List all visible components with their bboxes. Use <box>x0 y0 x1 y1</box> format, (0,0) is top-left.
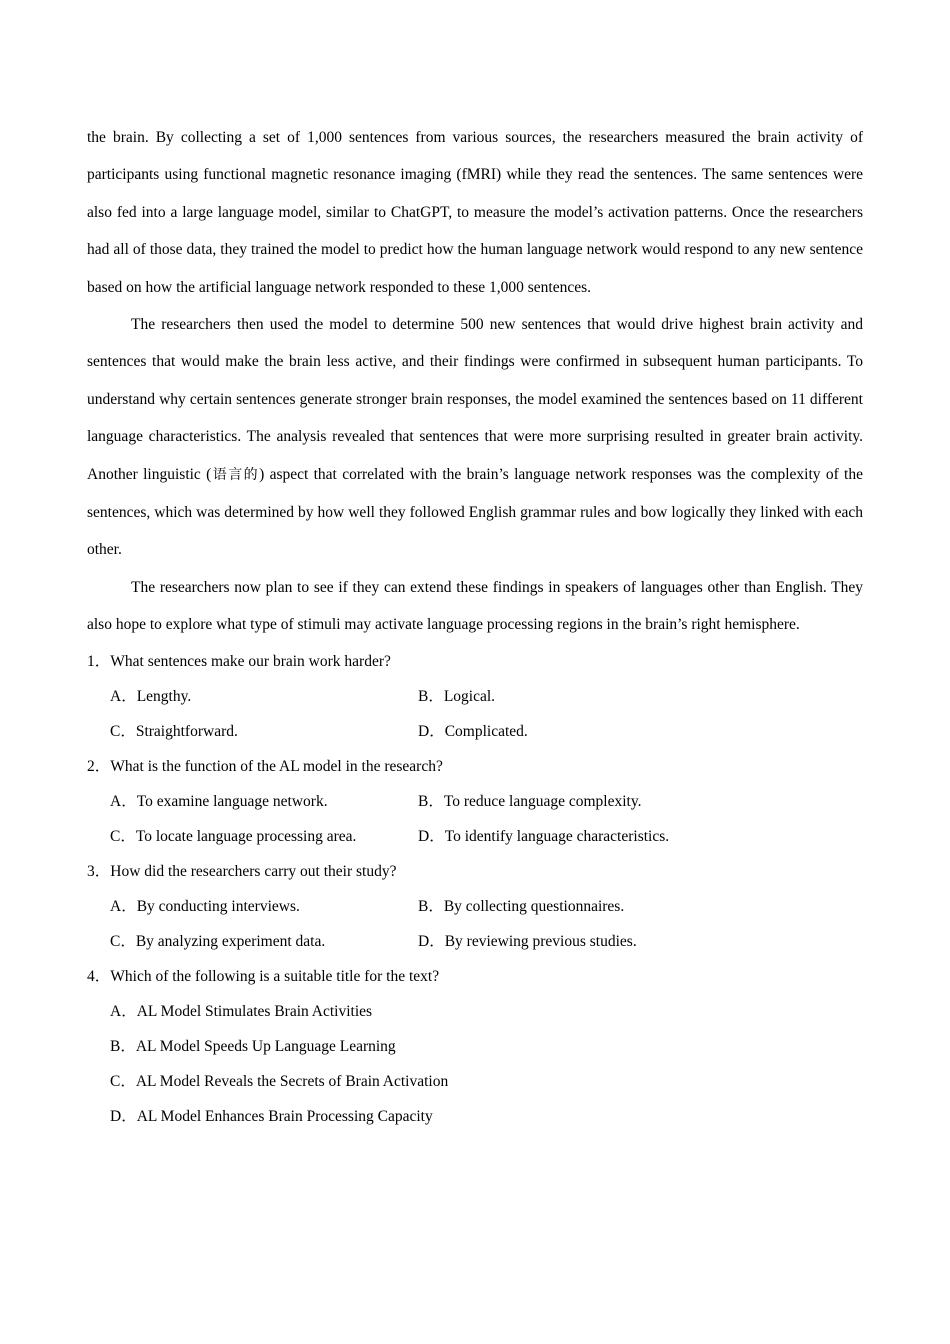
option-text: Complicated. <box>444 722 528 740</box>
option-letter: D． <box>418 722 445 740</box>
option-b[interactable] <box>418 679 495 714</box>
option-text: AL Model Speeds Up Language Learning <box>135 1037 396 1055</box>
option-row <box>110 784 863 819</box>
option-row <box>110 994 863 1029</box>
option-letter: C． <box>110 1072 136 1090</box>
option-row <box>110 889 863 924</box>
document-page <box>87 119 863 1134</box>
option-text: To locate language processing area. <box>135 827 357 845</box>
question-number: 1． <box>87 652 111 670</box>
question-list <box>87 644 863 1134</box>
option-letter: A． <box>110 897 137 915</box>
option-text: AL Model Enhances Brain Processing Capacity <box>136 1107 433 1125</box>
passage-paragraph-2-text-before: The researchers then used the model to determine 500 new sentences that would drive highest brain activity and sentences that would make the brain less active, and their findings were confirmed in subsequent human participants. To understand why certain sentences generate stronger brain responses, the model examined the sentences based on 11 different language characteristics. The analysis revealed that sentences that were more surprising resulted in greater brain activity. Another linguistic ( <box>87 316 863 483</box>
question-2 <box>87 749 863 854</box>
option-text: By reviewing previous studies. <box>444 932 637 950</box>
option-text: Lengthy. <box>136 687 192 705</box>
option-text: AL Model Stimulates Brain Activities <box>136 1002 373 1020</box>
option-text: By conducting interviews. <box>136 897 300 915</box>
question-2-options <box>87 784 863 854</box>
option-d[interactable] <box>110 1099 433 1134</box>
option-row <box>110 679 863 714</box>
option-row <box>110 1064 863 1099</box>
option-letter: C． <box>110 932 136 950</box>
option-letter: B． <box>418 687 444 705</box>
question-4-options <box>87 994 863 1134</box>
option-d[interactable] <box>418 924 637 959</box>
option-d[interactable] <box>418 819 669 854</box>
option-row <box>110 924 863 959</box>
question-text: How did the researchers carry out their study? <box>110 862 397 880</box>
option-a[interactable] <box>110 784 418 819</box>
option-text: Logical. <box>443 687 496 705</box>
option-letter: D． <box>418 827 445 845</box>
option-b[interactable] <box>418 889 624 924</box>
option-row <box>110 714 863 749</box>
option-d[interactable] <box>418 714 528 749</box>
question-text: What sentences make our brain work harder? <box>110 652 391 670</box>
question-text: What is the function of the AL model in the research? <box>110 757 443 775</box>
option-letter: C． <box>110 722 136 740</box>
option-letter: B． <box>110 1037 136 1055</box>
option-b[interactable] <box>110 1029 396 1064</box>
option-b[interactable] <box>418 784 641 819</box>
option-c[interactable] <box>110 924 418 959</box>
option-letter: B． <box>418 897 444 915</box>
option-row <box>110 819 863 854</box>
option-letter: A． <box>110 687 137 705</box>
passage-paragraph-3: The researchers now plan to see if they can extend these findings in speakers of languages other than English. They also hope to explore what type of stimuli may activate language processing regions in the brain’s right hemisphere. <box>87 578 863 634</box>
option-c[interactable] <box>110 819 418 854</box>
question-number: 4． <box>87 967 111 985</box>
option-letter: D． <box>418 932 445 950</box>
question-1-options <box>87 679 863 749</box>
option-text: To reduce language complexity. <box>443 792 642 810</box>
option-row <box>110 1029 863 1064</box>
question-1 <box>87 644 863 749</box>
option-letter: C． <box>110 827 136 845</box>
option-a[interactable] <box>110 679 418 714</box>
option-text: To identify language characteristics. <box>444 827 670 845</box>
option-letter: D． <box>110 1107 137 1125</box>
passage-paragraph-2-text-after: ) aspect that correlated with the brain’s language network responses was the complexity of the sentences, which was determined by how well they followed English grammar rules and bow logically they linked with each other. <box>87 465 863 559</box>
question-3-stem <box>87 854 863 889</box>
question-2-stem <box>87 749 863 784</box>
option-letter: B． <box>418 792 444 810</box>
passage-paragraph-2 <box>87 306 863 569</box>
question-number: 3． <box>87 862 111 880</box>
question-4 <box>87 959 863 1134</box>
option-letter: A． <box>110 792 137 810</box>
option-letter: A． <box>110 1002 137 1020</box>
question-number: 2． <box>87 757 111 775</box>
question-3 <box>87 854 863 959</box>
option-a[interactable] <box>110 994 372 1029</box>
option-text: Straightforward. <box>135 722 238 740</box>
option-text: To examine language network. <box>136 792 328 810</box>
option-c[interactable] <box>110 714 418 749</box>
option-row <box>110 1099 863 1134</box>
option-c[interactable] <box>110 1064 448 1099</box>
question-4-stem <box>87 959 863 994</box>
question-3-options <box>87 889 863 959</box>
option-text: By analyzing experiment data. <box>135 932 326 950</box>
option-text: By collecting questionnaires. <box>443 897 625 915</box>
option-text: AL Model Reveals the Secrets of Brain Activation <box>135 1072 449 1090</box>
chinese-gloss: 语言的 <box>211 466 260 483</box>
option-a[interactable] <box>110 889 418 924</box>
question-1-stem <box>87 644 863 679</box>
question-text: Which of the following is a suitable title for the text? <box>110 967 440 985</box>
passage-paragraph-1: the brain. By collecting a set of 1,000 sentences from various sources, the researchers measured the brain activity of participants using functional magnetic resonance imaging (fMRI) while they read the sentences. The same sentences were also fed into a large language model, similar to ChatGPT, to measure the model’s activation patterns. Once the researchers had all of those data, they trained the model to predict how the human language network would respond to any new sentence based on how the artificial language network responded to these 1,000 sentences. <box>87 129 863 296</box>
